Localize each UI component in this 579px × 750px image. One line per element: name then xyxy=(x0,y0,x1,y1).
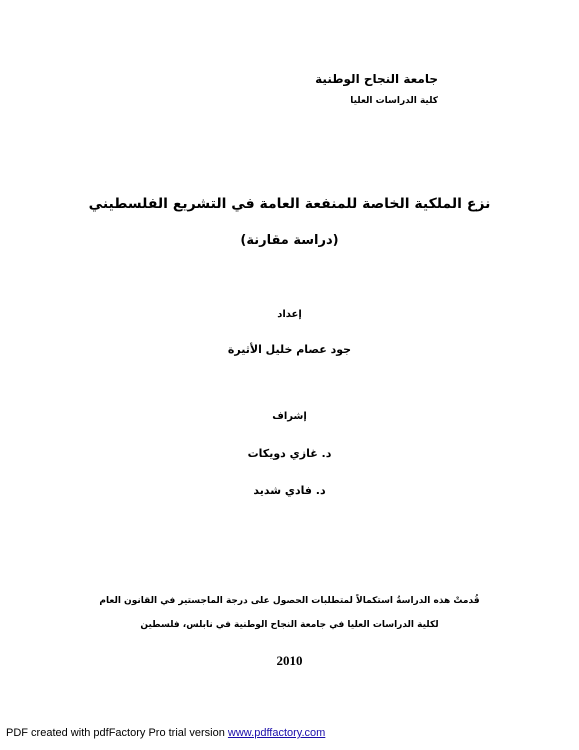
supervisor-name-2: د. فادي شديد xyxy=(253,484,326,497)
prepared-by-label: إعداد xyxy=(277,309,302,320)
submission-statement-line-1: قُدمتْ هذه الدراسةُ استكمالاً لمتطلبات الحصول على درجة الماجستير في القانون العام xyxy=(99,596,480,606)
author-name: جود عصام خليل الأثيرة xyxy=(227,343,352,356)
submission-statement-line-2: لكلية الدراسات العليا في جامعة النجاح الوطنية في نابلس، فلسطين xyxy=(140,620,439,630)
supervision-label: إشراف xyxy=(272,411,307,422)
thesis-subtitle: (دراسة مقارنة) xyxy=(240,233,339,248)
university-name: جامعة النجاح الوطنية xyxy=(315,72,438,86)
footer-text: PDF created with pdfFactory Pro trial version xyxy=(6,727,228,739)
pdf-watermark-footer xyxy=(6,727,325,739)
submission-year: 2010 xyxy=(276,653,303,668)
faculty-name: كلية الدراسات العليا xyxy=(350,96,438,106)
supervisor-name-1: د. غازي دويكات xyxy=(247,447,332,460)
thesis-title: نزع الملكية الخاصة للمنفعة العامة في التشريع الفلسطيني xyxy=(88,196,491,212)
pdffactory-link[interactable]: www.pdffactory.com xyxy=(227,727,326,739)
